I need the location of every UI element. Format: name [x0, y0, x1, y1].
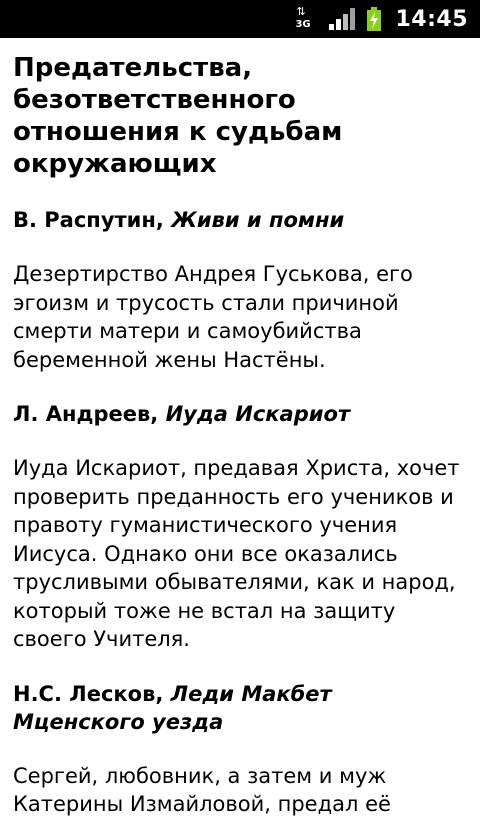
entry-header	[13, 206, 468, 234]
status-icons	[293, 0, 468, 38]
entry-andreev	[13, 400, 468, 654]
clock-time: 14:45	[395, 6, 468, 32]
network-type-label: 3G	[295, 19, 311, 30]
entry-leskov	[13, 680, 468, 819]
entry-rasputin	[13, 206, 468, 374]
entry-header	[13, 400, 468, 428]
network-3g-icon: ⇅ 3G	[295, 5, 311, 30]
battery-charging-icon	[367, 7, 381, 31]
entry-text: Сергей, любовник, а затем и муж Катерины Измайловой, предал её	[13, 763, 391, 816]
signal-strength-icon	[329, 8, 357, 30]
status-bar	[0, 0, 480, 38]
entry-text: Дезертирство Андрея Гуськова, его эгоизм и трусость стали причиной смерти матери и самоубийства беременной жены Настёны.	[13, 262, 413, 372]
page-title: Предательства, безответственного отношения к судьбам окружающих	[13, 53, 343, 179]
entry-author: Л. Андреев,	[13, 402, 166, 426]
entry-work-title: Иуда Искариот	[165, 402, 351, 426]
entry-work-title: Леди Макбет Мценского уезда	[13, 681, 332, 734]
entry-work-title: Живи и помни	[171, 208, 345, 232]
entry-author: Н.С. Лесков,	[13, 681, 171, 706]
entry-header	[13, 680, 468, 736]
entry-text: Иуда Искариот, предавая Христа, хочет проверить преданность его учеников и правоту гуманистического учения Иисуса. Однако они все оказались трусливыми обывателями, как и народ, который тоже не встал на защиту своего Учителя.	[13, 456, 460, 651]
article-content[interactable]	[13, 52, 468, 819]
entry-author: В. Распутин,	[13, 208, 172, 232]
